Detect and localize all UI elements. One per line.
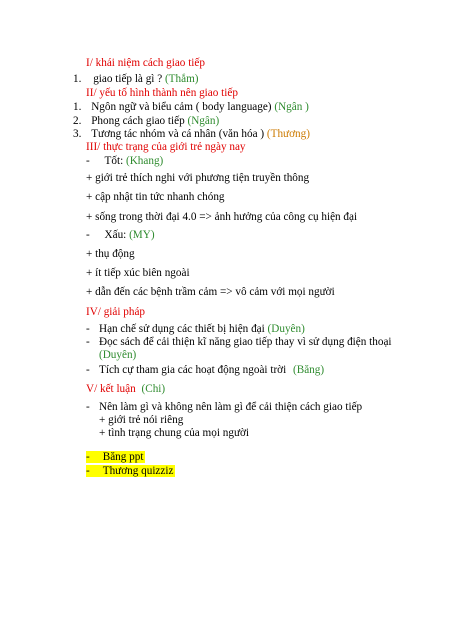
bad-label: Xấu: — [104, 229, 127, 241]
section-1-heading: I/ khái niệm cách giao tiếp — [86, 57, 205, 69]
item-text: Tích cự tham gia các hoạt động ngoài trời — [99, 364, 287, 376]
good-point: + sống trong thời đại 4.0 => ảnh hưởng của công cụ hiện đại — [86, 211, 358, 223]
task-item — [86, 465, 175, 478]
list-number: 3. — [73, 128, 82, 140]
task-highlight — [86, 451, 145, 463]
item-text: giao tiếp là gì ? — [93, 73, 163, 85]
assignee-name: (Ngân ) — [274, 101, 309, 113]
list-dash: - — [86, 364, 90, 376]
list-dash: - — [86, 336, 90, 348]
conclusion-point: + giới trẻ nói riêng — [99, 414, 184, 426]
assignee-name: (Duyên) — [99, 349, 137, 361]
section-4-heading: IV/ giải pháp — [86, 306, 146, 318]
section-5-heading: V/ kết luận — [86, 383, 136, 395]
list-dash: - — [86, 323, 90, 335]
assignee-name: (Khang) — [125, 155, 164, 167]
list-number: 2. — [73, 115, 82, 127]
section-2-item-1 — [73, 101, 309, 114]
section-2-heading: II/ yếu tố hình thành nên giao tiếp — [86, 87, 238, 99]
task-highlight — [86, 465, 175, 477]
bad-point: + dẫn đến các bệnh trầm cảm => vô cảm với mọi người — [86, 286, 335, 298]
assignee-name: (Ngân) — [187, 115, 220, 127]
assignee-name: (Băng) — [293, 364, 325, 376]
item-text: Hạn chế sử dụng các thiết bị hiện đại — [99, 323, 265, 335]
task-text: Băng ppt — [102, 451, 144, 463]
solution-item — [86, 336, 392, 349]
list-dash: - — [86, 401, 90, 413]
solution-item — [86, 364, 324, 377]
list-dash: - — [86, 229, 90, 241]
list-number: 1. — [73, 73, 82, 85]
list-dash: - — [86, 465, 90, 477]
task-text: Thương quizziz — [102, 465, 174, 477]
assignee-name: (Chi) — [141, 383, 166, 395]
bad-point: + ít tiếp xúc biên ngoài — [86, 267, 190, 279]
bad-point: + thụ động — [86, 248, 135, 260]
section-1-item — [73, 73, 199, 86]
conclusion-item — [86, 401, 362, 414]
good-point: + giới trẻ thích nghi với phương tiện truyền thông — [86, 172, 310, 184]
item-text: Nên làm gì và không nên làm gì để cải thiện cách giao tiếp — [99, 401, 363, 413]
item-text: Ngôn ngữ và biểu cảm ( body language) — [91, 101, 272, 113]
list-number: 1. — [73, 101, 82, 113]
assignee-name: (MY) — [129, 229, 155, 241]
good-label-line — [86, 155, 163, 168]
list-dash: - — [86, 451, 90, 463]
section-2-item-2 — [73, 115, 219, 128]
assignee-name: (Duyên) — [267, 323, 305, 335]
item-text: Phong cách giao tiếp — [91, 115, 185, 127]
good-point: + cập nhật tin tức nhanh chóng — [86, 191, 225, 203]
assignee-name: (Thắm) — [164, 73, 199, 85]
assignee-name: (Thương) — [266, 128, 310, 140]
solution-item — [86, 323, 305, 336]
section-3-heading: III/ thực trạng của giới trẻ ngày nay — [86, 141, 246, 153]
section-5-heading-line — [86, 383, 165, 396]
task-item — [86, 451, 145, 464]
item-text: Tương tác nhóm và cá nhân (văn hóa ) — [91, 128, 265, 140]
conclusion-point: + tình trạng chung của mọi người — [99, 427, 250, 439]
bad-label-line — [86, 229, 155, 242]
item-text: Đọc sách để cải thiện kĩ năng giao tiếp thay vì sử dụng điện thoại — [99, 336, 392, 348]
good-label: Tốt: — [104, 155, 124, 167]
list-dash: - — [86, 155, 90, 167]
section-2-item-3 — [73, 128, 310, 141]
